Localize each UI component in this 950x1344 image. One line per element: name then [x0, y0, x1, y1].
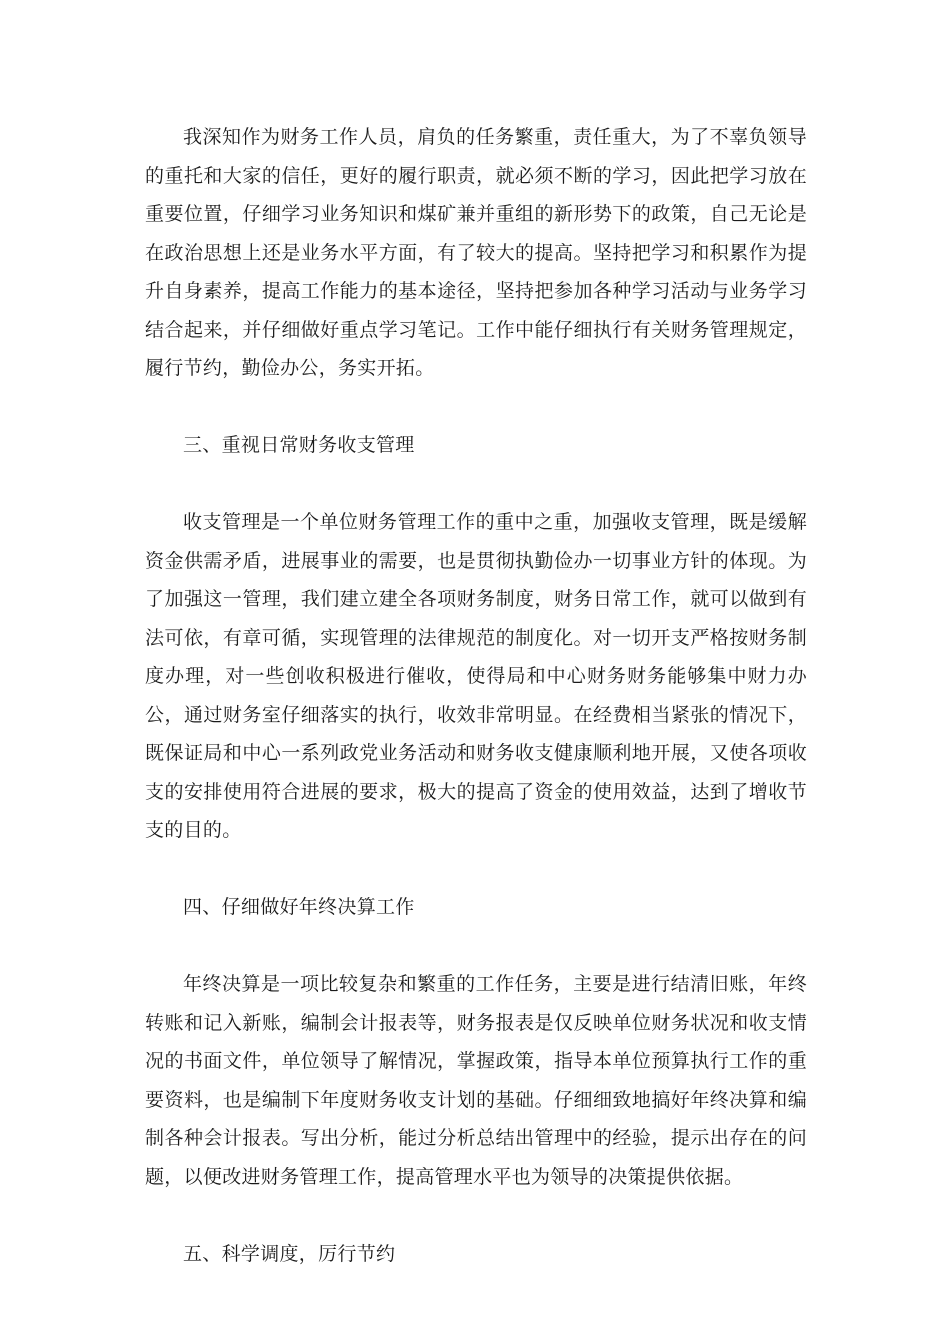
section-heading-4: 四、仔细做好年终决算工作 [183, 896, 415, 918]
paragraph-year-end: 年终决算是一项比较复杂和繁重的工作任务，主要是进行结清旧账，年终转账和记入新账，编制会计报表等，财务报表是仅反映单位财务状况和收支情况的书面文件，单位领导了解情况，掌握政策，指导本单位预算执行工作的重要资料，也是编制下年度财务收支计划的基础。仔细细致地搞好年终决算和编制各种会计报表。写出分析，能过分析总结出管理中的经验，提示出存在的问题，以便改进财务管理工作，提高管理水平也为领导的决策提供依据。 [145, 973, 807, 1188]
section-heading-3: 三、重视日常财务收支管理 [183, 434, 415, 456]
section-heading-5: 五、科学调度，厉行节约 [183, 1242, 396, 1265]
document-body [145, 118, 807, 1312]
paragraph-study: 我深知作为财务工作人员，肩负的任务繁重，责任重大，为了不辜负领导的重托和大家的信任，更好的履行职责，就必须不断的学习，因此把学习放在重要位置，仔细学习业务知识和煤矿兼并重组的新形势下的政策，自己无论是在政治思想上还是业务水平方面，有了较大的提高。坚持把学习和积累作为提升自身素养，提高工作能力的基本途径，坚持把参加各种学习活动与业务学习结合起来，并仔细做好重点学习笔记。工作中能仔细执行有关财务管理规定，履行节约，勤俭办公，务实开拓。 [145, 126, 807, 379]
paragraph-income-expense: 收支管理是一个单位财务管理工作的重中之重，加强收支管理，既是缓解资金供需矛盾，进展事业的需要，也是贯彻执勤俭办一切事业方针的体现。为了加强这一管理，我们建立建全各项财务制度，财务日常工作，就可以做到有法可依，有章可循，实现管理的法律规范的制度化。对一切开支严格按财务制度办理，对一些创收积极进行催收，使得局和中心财务财务能够集中财力办公，通过财务室仔细落实的执行，收效非常明显。在经费相当紧张的情况下，既保证局和中心一系列政党业务活动和财务收支健康顺利地开展，又使各项收支的安排使用符合进展的要求，极大的提高了资金的使用效益，达到了增收节支的目的。 [145, 511, 807, 841]
